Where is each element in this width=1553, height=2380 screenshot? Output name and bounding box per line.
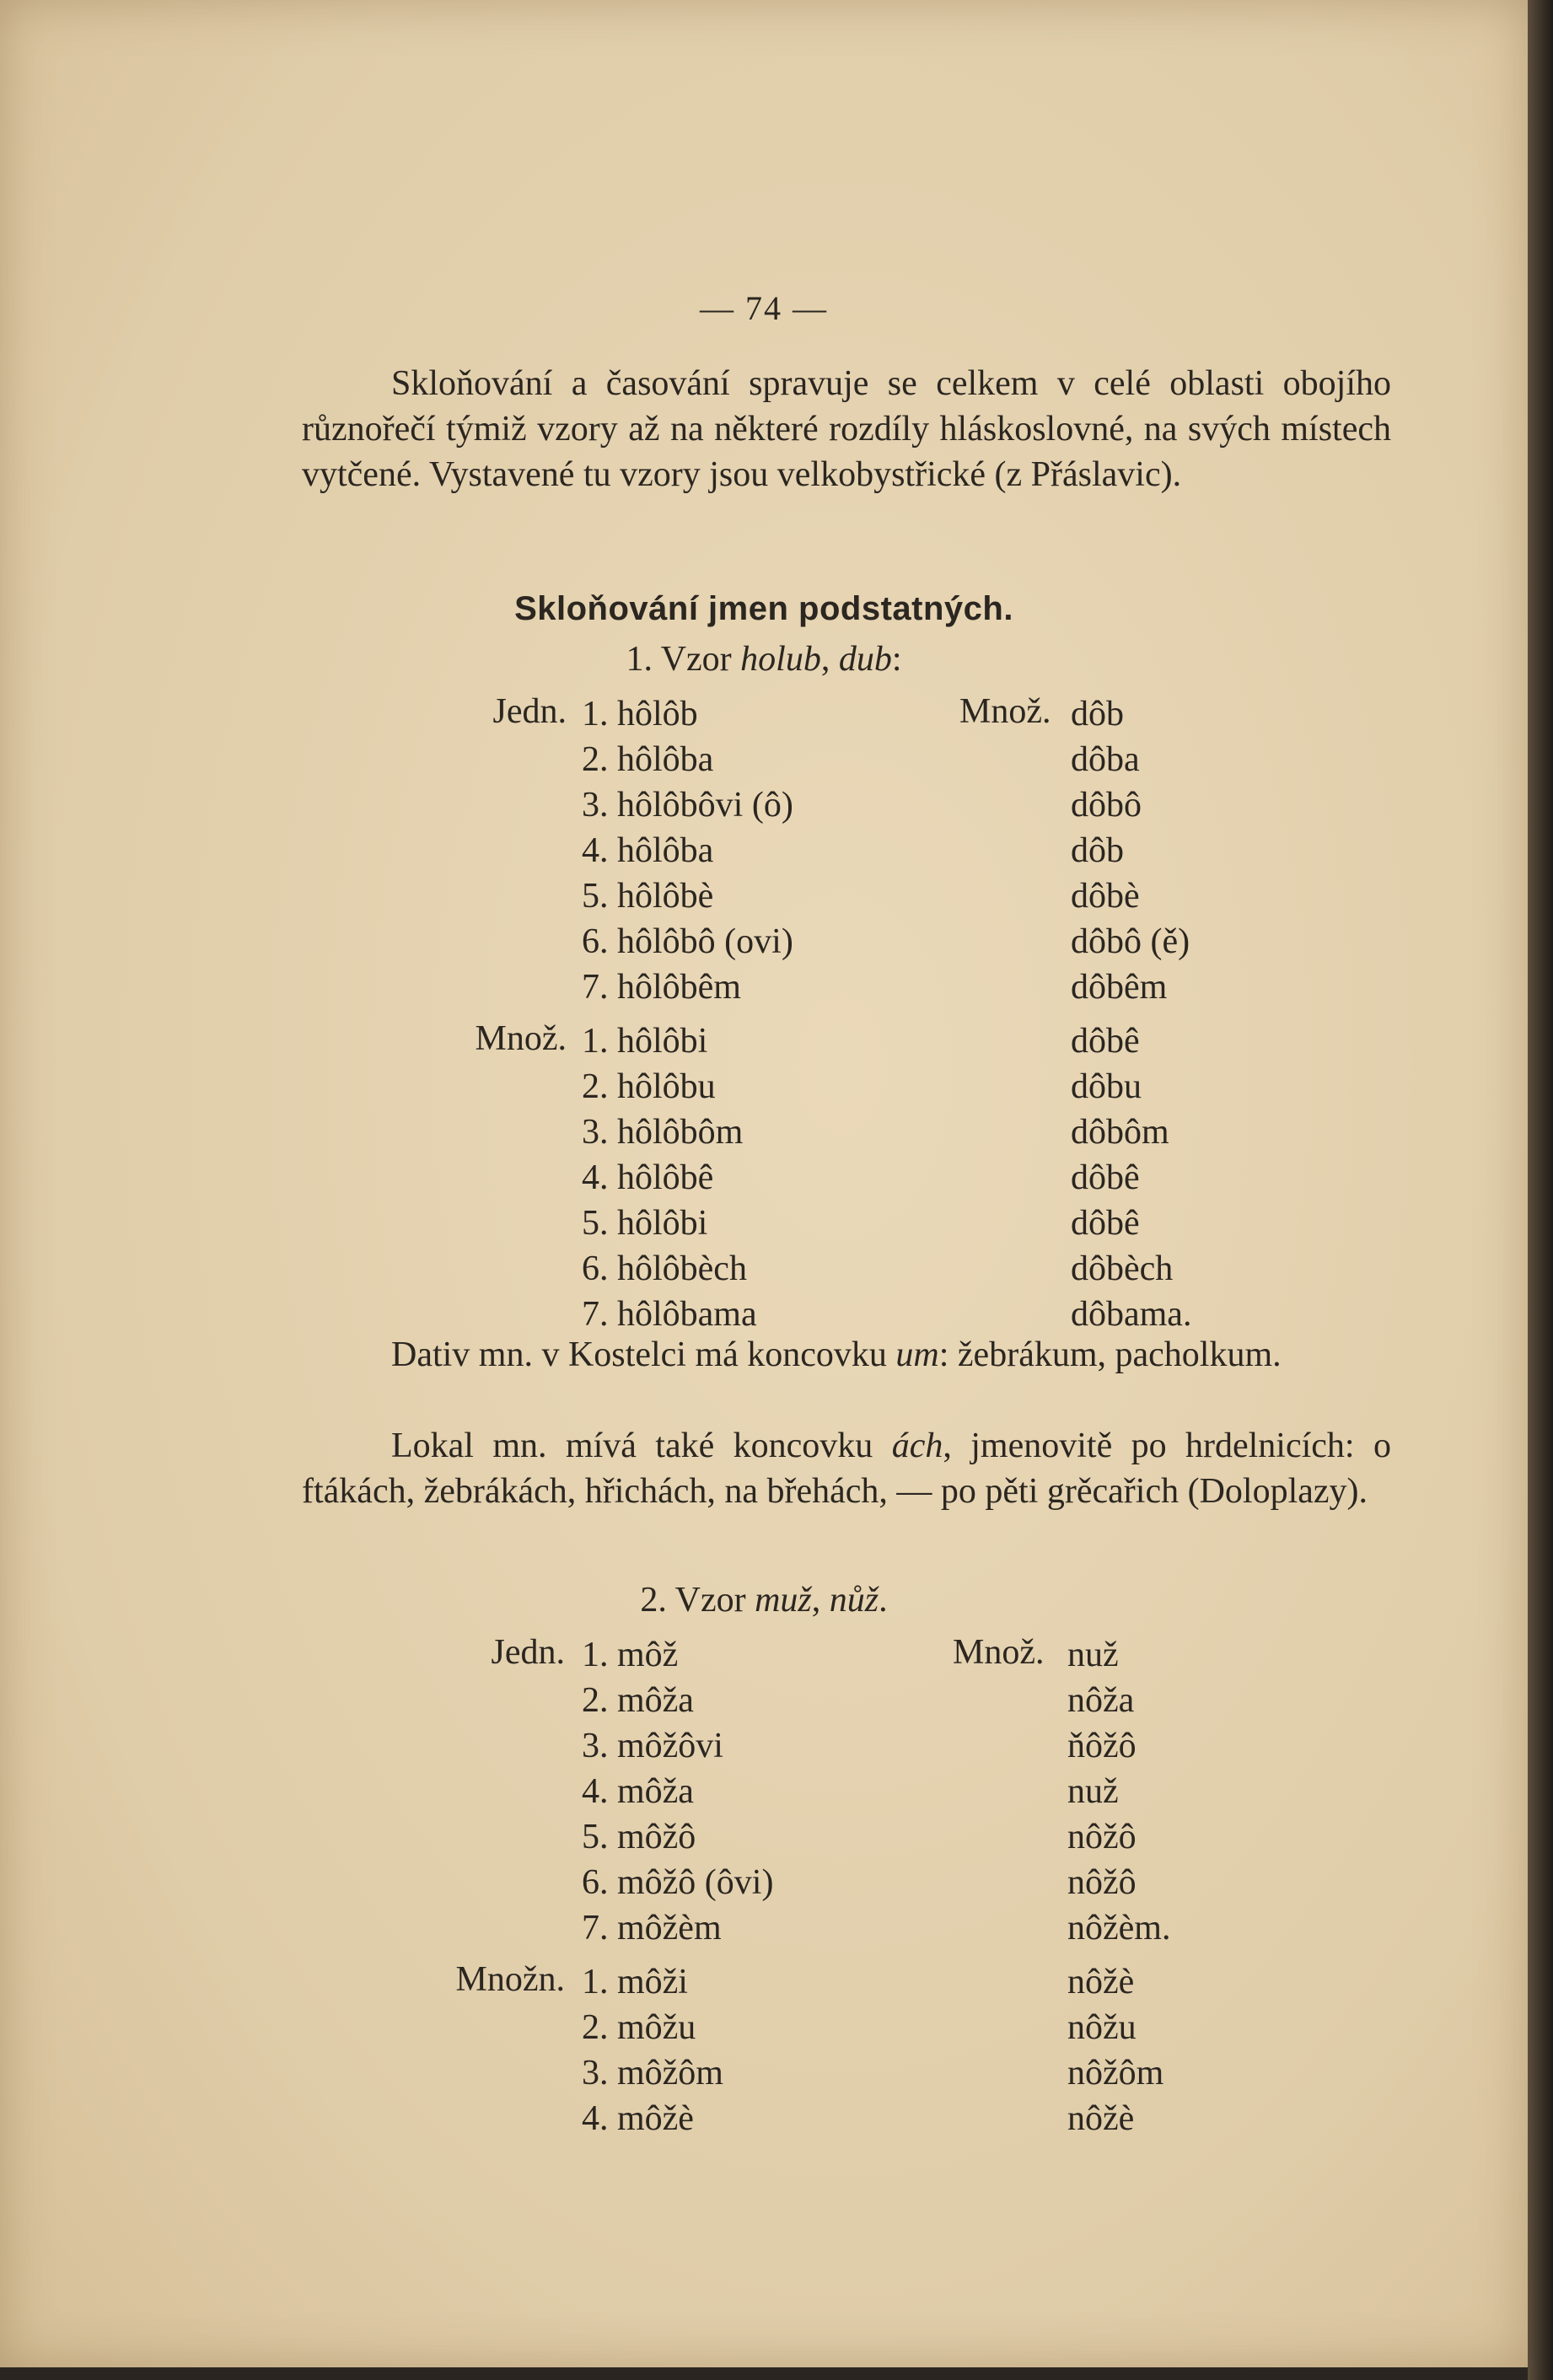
vzor1-right-header: Množ. xyxy=(959,692,1051,731)
case-row: 2. môža xyxy=(582,1681,694,1720)
vzor2-suffix: . xyxy=(879,1581,888,1620)
case-form: nôžôm xyxy=(1067,2054,1164,2093)
case-row: 3. hôlôbôvi (ô) xyxy=(582,786,793,825)
note-dativ: Dativ mn. v Kostelci má koncovku um: žebrákum, pacholkum. xyxy=(391,1335,1282,1374)
section-title: Skloňování jmen podstatných. xyxy=(514,590,1013,627)
vzor1-word2: dub xyxy=(838,640,892,679)
case-row: 7. hôlôbama xyxy=(582,1295,757,1334)
case-row: 6. môžô (ôvi) xyxy=(582,1863,774,1902)
page-number: — 74 — xyxy=(700,289,828,327)
vzor2-word1: muž xyxy=(755,1581,812,1620)
vzor1-jedn-left xyxy=(582,691,793,1010)
page-edge xyxy=(1528,0,1553,2380)
vzor2-sep: , xyxy=(811,1581,830,1620)
case-form: dôbu xyxy=(1071,1067,1142,1106)
vzor1-heading xyxy=(0,639,1528,680)
case-form: dôbô (ě) xyxy=(1071,922,1190,961)
case-form: dôbê xyxy=(1071,1158,1140,1197)
vzor1-mnoz-right xyxy=(1071,1018,1191,1337)
vzor2-jedn-left xyxy=(582,1632,773,1951)
case-form: nuž xyxy=(1067,1636,1119,1674)
case-row: 5. hôlôbè xyxy=(582,877,714,916)
case-row: 6. hôlôbèch xyxy=(582,1249,747,1288)
case-form: dôbê xyxy=(1071,1204,1140,1243)
case-form: dôbama. xyxy=(1071,1295,1192,1334)
case-form: nôža xyxy=(1067,1681,1135,1720)
case-row: 6. hôlôbô (ovi) xyxy=(582,922,793,961)
case-form: dôb xyxy=(1071,695,1124,733)
case-row: 4. môžè xyxy=(582,2099,694,2138)
case-row: 5. hôlôbi xyxy=(582,1204,708,1243)
case-form: nôžô xyxy=(1067,1863,1137,1902)
vzor1-mnoz-label: Množ. xyxy=(475,1019,567,1058)
note-lokal: Lokal mn. mívá také koncovku ách, jmenovitě po hrdelnicích: o ftákách, žebrákách, hřichách, na břehách, — po pěti grěcařich (Doloplazy). xyxy=(302,1426,1391,1511)
case-row: 2. hôlôba xyxy=(582,740,714,779)
case-row: 3. môžôm xyxy=(582,2054,723,2093)
case-row: 4. môža xyxy=(582,1772,694,1811)
case-row: 7. môžèm xyxy=(582,1909,722,1948)
vzor1-word1: holub xyxy=(740,640,821,679)
case-form: nôžô xyxy=(1067,1818,1137,1856)
case-row: 4. hôlôbê xyxy=(582,1158,714,1197)
case-form: dôbèch xyxy=(1071,1249,1174,1288)
vzor2-prefix: 2. Vzor xyxy=(640,1581,755,1620)
intro-paragraph: Skloňování a časování spravuje se celkem v celé oblasti obojího různořečí týmiž vzory až na některé rozdíly hláskoslovné, na svých místech vytčené. Vystavené tu vzory jsou velkobystřické (z Přáslavic). xyxy=(302,364,1391,494)
vzor2-mnoz-right xyxy=(1067,1959,1163,2141)
case-form: dôbêm xyxy=(1071,968,1168,1007)
vzor2-heading xyxy=(0,1580,1528,1620)
vzor1-jedn-right xyxy=(1071,691,1190,1010)
case-form: dôbô xyxy=(1071,786,1142,825)
case-form: dôbè xyxy=(1071,877,1140,916)
case-form: dôbê xyxy=(1071,1022,1140,1061)
case-row: 1. hôlôbi xyxy=(582,1022,708,1061)
case-row: 7. hôlôbêm xyxy=(582,968,741,1007)
vzor2-mnoz-label: Množn. xyxy=(455,1960,565,1999)
case-row: 1. môž xyxy=(582,1636,679,1674)
vzor2-jedn-label: Jedn. xyxy=(491,1633,565,1672)
vzor1-prefix: 1. Vzor xyxy=(626,640,741,679)
vzor1-mnoz-left xyxy=(582,1018,757,1337)
vzor1-sep: , xyxy=(820,640,839,679)
vzor2-jedn-right xyxy=(1067,1632,1170,1951)
case-row: 2. môžu xyxy=(582,2008,696,2047)
vzor1-suffix: : xyxy=(891,640,902,679)
case-row: 2. hôlôbu xyxy=(582,1067,716,1106)
case-row: 5. môžô xyxy=(582,1818,696,1856)
vzor2-right-header: Množ. xyxy=(953,1633,1045,1672)
vzor2-word2: nůž xyxy=(829,1581,879,1620)
case-row: 1. hôlôb xyxy=(582,695,698,733)
case-form: nôžè xyxy=(1067,2099,1135,2138)
case-form: dôba xyxy=(1071,740,1140,779)
case-row: 1. môži xyxy=(582,1963,688,2001)
case-form: nôžu xyxy=(1067,2008,1137,2047)
case-form: dôb xyxy=(1071,831,1124,870)
case-form: dôbôm xyxy=(1071,1113,1169,1152)
case-form: ňôžô xyxy=(1067,1727,1137,1765)
case-row: 3. môžôvi xyxy=(582,1727,723,1765)
vzor1-jedn-label: Jedn. xyxy=(492,692,567,731)
vzor2-mnoz-left xyxy=(582,1959,723,2141)
case-form: nôžè xyxy=(1067,1963,1135,2001)
case-row: 3. hôlôbôm xyxy=(582,1113,744,1152)
case-form: nôžèm. xyxy=(1067,1909,1171,1948)
case-form: nuž xyxy=(1067,1772,1119,1811)
case-row: 4. hôlôba xyxy=(582,831,714,870)
